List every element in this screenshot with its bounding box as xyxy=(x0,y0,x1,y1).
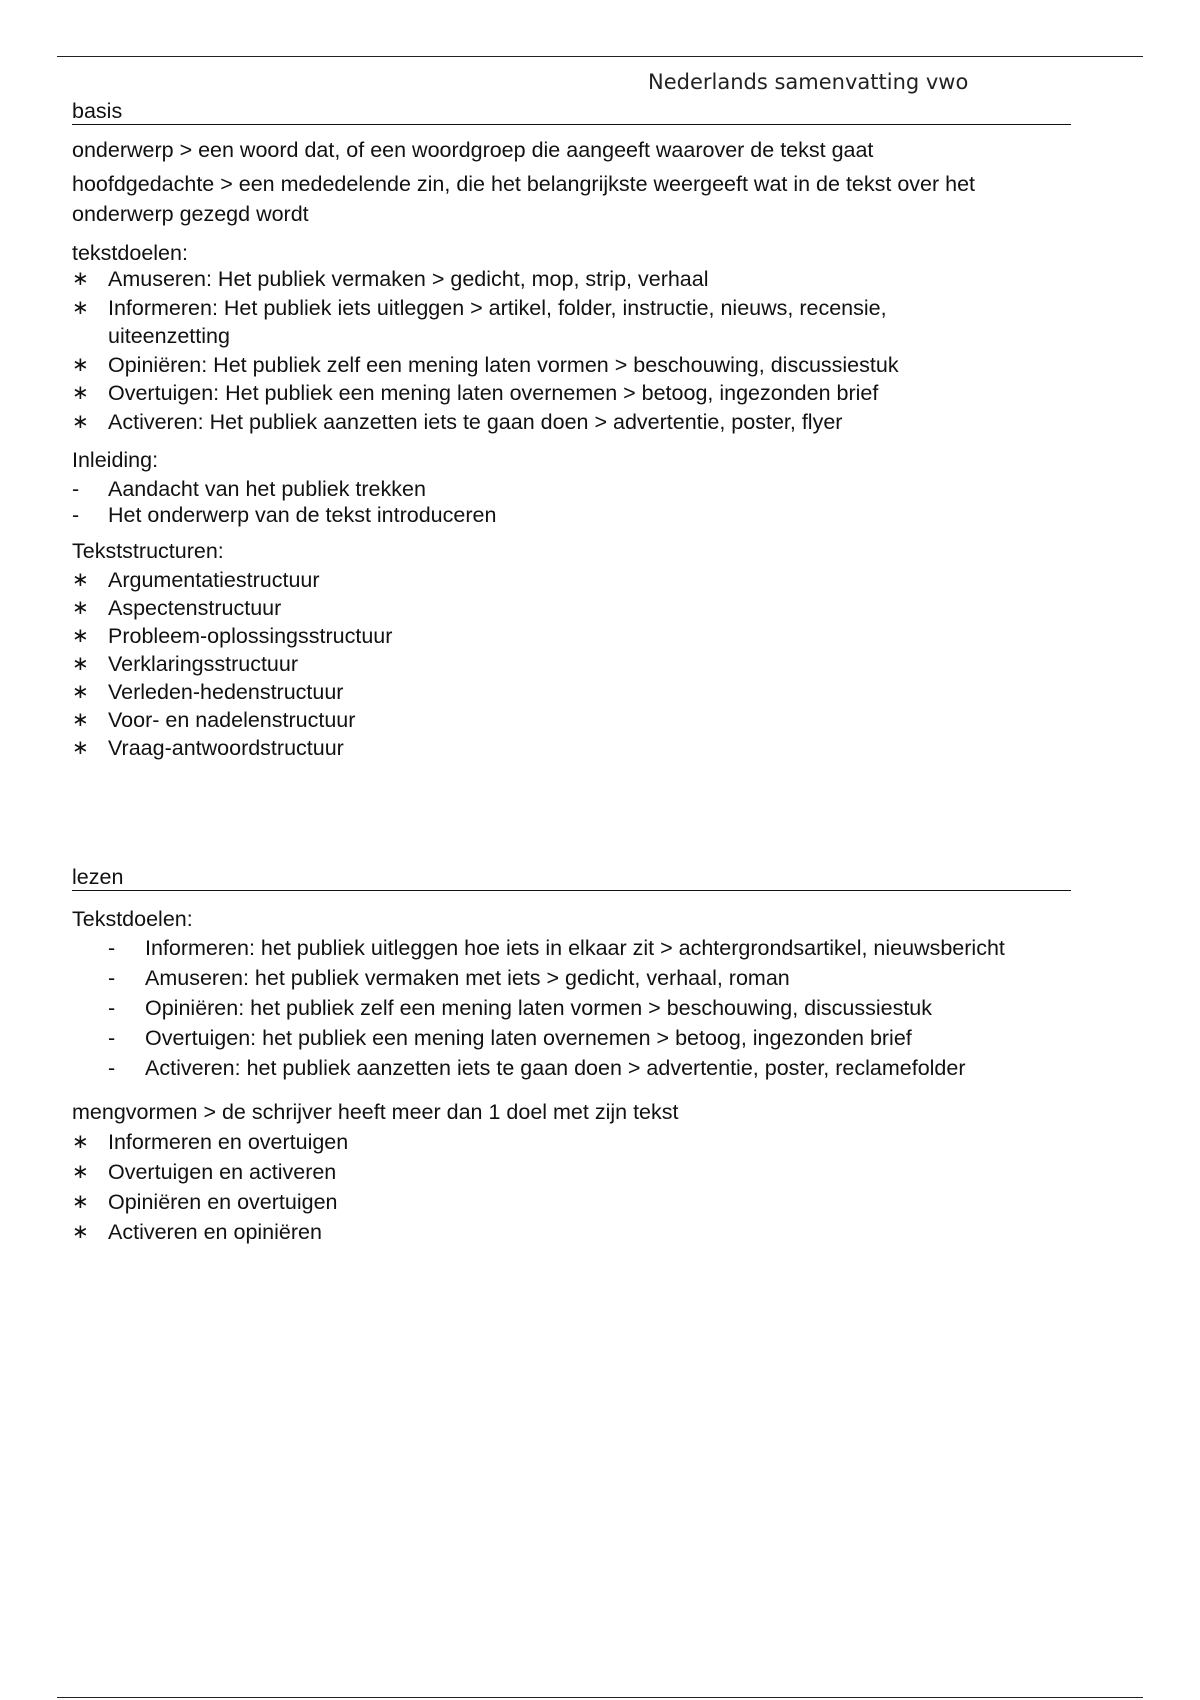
bullet-star-icon: ∗ xyxy=(72,653,89,675)
document-header: Nederlands samenvatting vwo xyxy=(648,70,969,94)
bullet-dash-icon: - xyxy=(108,996,116,1020)
bullet-star-icon: ∗ xyxy=(72,569,89,591)
bullet-dash-icon: - xyxy=(72,477,80,501)
list-item-text: uiteenzetting xyxy=(108,324,230,348)
list-item-text: Verleden-hedenstructuur xyxy=(108,680,344,704)
list-item-text: Opiniëren: het publiek zelf een mening laten vormen > beschouwing, discussiestuk xyxy=(145,996,932,1020)
bullet-star-icon: ∗ xyxy=(72,382,89,404)
list-item-text: Informeren: het publiek uitleggen hoe iets in elkaar zit > achtergrondsartikel, nieuwsbericht xyxy=(145,936,1005,960)
bullet-star-icon: ∗ xyxy=(72,1191,89,1213)
bullet-dash-icon: - xyxy=(108,1026,116,1050)
list-item-text: Aspectenstructuur xyxy=(108,596,282,620)
label-inleiding: Inleiding: xyxy=(72,448,159,472)
list-item-text: Overtuigen: Het publiek een mening laten overnemen > betoog, ingezonden brief xyxy=(108,381,879,405)
list-item-text: Informeren: Het publiek iets uitleggen > artikel, folder, instructie, nieuws, recensie, xyxy=(108,296,887,320)
list-item-text: Het onderwerp van de tekst introduceren xyxy=(108,503,497,527)
bullet-star-icon: ∗ xyxy=(72,1221,89,1243)
list-item-text: Activeren en opiniëren xyxy=(108,1220,322,1244)
label-tekstdoelen-lezen: Tekstdoelen: xyxy=(72,907,193,931)
section-heading-basis: basis xyxy=(72,98,1071,125)
label-tekststructuren: Tekststructuren: xyxy=(72,539,224,563)
header-rule xyxy=(57,56,1143,57)
definition-onderwerp: onderwerp > een woord dat, of een woordgroep die aangeeft waarover de tekst gaat xyxy=(72,138,874,162)
bullet-star-icon: ∗ xyxy=(72,268,89,290)
bullet-star-icon: ∗ xyxy=(72,709,89,731)
list-item-text: Verklaringsstructuur xyxy=(108,652,298,676)
bullet-star-icon: ∗ xyxy=(72,411,89,433)
bullet-star-icon: ∗ xyxy=(72,625,89,647)
list-item-text: Informeren en overtuigen xyxy=(108,1130,349,1154)
bullet-star-icon: ∗ xyxy=(72,1161,89,1183)
definition-hoofdgedachte-cont: onderwerp gezegd wordt xyxy=(72,202,309,226)
bullet-dash-icon: - xyxy=(108,936,116,960)
bullet-star-icon: ∗ xyxy=(72,297,89,319)
label-tekstdoelen: tekstdoelen: xyxy=(72,241,188,265)
bullet-star-icon: ∗ xyxy=(72,681,89,703)
bullet-dash-icon: - xyxy=(108,1056,116,1080)
list-item-text: Amuseren: het publiek vermaken met iets > gedicht, verhaal, roman xyxy=(145,966,790,990)
list-item-text: Argumentatiestructuur xyxy=(108,568,320,592)
definition-hoofdgedachte: hoofdgedachte > een mededelende zin, die het belangrijkste weergeeft wat in de tekst over het xyxy=(72,172,976,196)
bullet-star-icon: ∗ xyxy=(72,737,89,759)
bullet-dash-icon: - xyxy=(108,966,116,990)
list-item-text: Overtuigen: het publiek een mening laten overnemen > betoog, ingezonden brief xyxy=(145,1026,912,1050)
list-item-text: Overtuigen en activeren xyxy=(108,1160,337,1184)
bullet-dash-icon: - xyxy=(72,503,80,527)
section-heading-lezen: lezen xyxy=(72,864,1071,891)
list-item-text: Activeren: het publiek aanzetten iets te gaan doen > advertentie, poster, reclamefolder xyxy=(145,1056,966,1080)
bullet-star-icon: ∗ xyxy=(72,354,89,376)
bullet-star-icon: ∗ xyxy=(72,1131,89,1153)
list-item-text: Opiniëren en overtuigen xyxy=(108,1190,338,1214)
list-item-text: Probleem-oplossingsstructuur xyxy=(108,624,393,648)
list-item-text: Activeren: Het publiek aanzetten iets te gaan doen > advertentie, poster, flyer xyxy=(108,410,843,434)
definition-mengvormen: mengvormen > de schrijver heeft meer dan 1 doel met zijn tekst xyxy=(72,1100,679,1124)
list-item-text: Opiniëren: Het publiek zelf een mening laten vormen > beschouwing, discussiestuk xyxy=(108,353,899,377)
bullet-star-icon: ∗ xyxy=(72,597,89,619)
list-item-text: Vraag-antwoordstructuur xyxy=(108,736,344,760)
list-item-text: Aandacht van het publiek trekken xyxy=(108,477,426,501)
list-item-text: Voor- en nadelenstructuur xyxy=(108,708,356,732)
list-item-text: Amuseren: Het publiek vermaken > gedicht, mop, strip, verhaal xyxy=(108,267,709,291)
footer-rule xyxy=(57,1697,1143,1698)
